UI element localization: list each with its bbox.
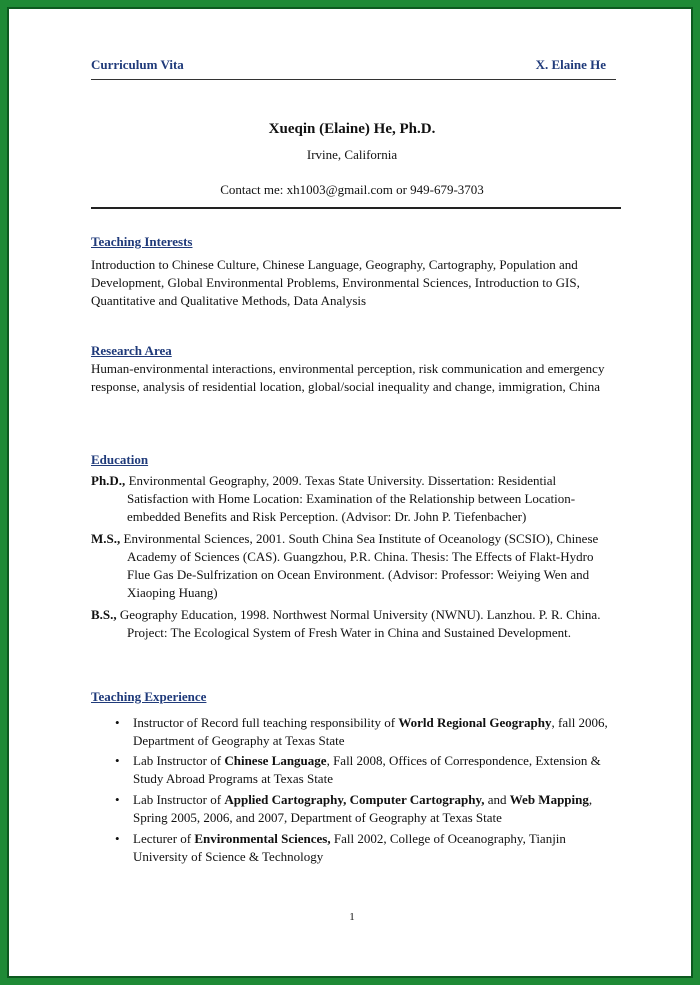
- section-heading-education: Education: [91, 452, 149, 467]
- person-contact: Contact me: xh1003@gmail.com or 949-679-3703: [220, 182, 484, 197]
- experience-text: Instructor of Record full teaching responsibility of: [133, 715, 399, 730]
- experience-text: , fall 2006, Department of Geography at Texas State: [133, 715, 608, 748]
- experience-course: Environmental Sciences,: [194, 831, 331, 846]
- experience-text: Fall 2002, College of Oceanography, Tianjin University of Science & Technology: [133, 831, 566, 864]
- experience-course: Applied Cartography, Computer Cartography,: [224, 792, 485, 807]
- degree-label: M.S.,: [91, 531, 121, 546]
- section-heading-teaching-interests: Teaching Interests: [91, 234, 193, 249]
- cv-page: [9, 9, 695, 980]
- research-area-text: Human-environmental interactions, environmental perception, risk communication and emergency response, analysis of residential location, global/social inequality and change, immigration, China: [91, 361, 605, 394]
- experience-text: and: [484, 792, 510, 807]
- section-heading-teaching-experience: Teaching Experience: [91, 689, 207, 704]
- bullet-icon: •: [115, 792, 120, 807]
- page-number: 1: [349, 911, 355, 923]
- degree-details: Environmental Geography, 2009. Texas State University. Dissertation: Residential Satisfaction with Home Location: Examination of the Relationship between Location-embedded Benefits and Risk Perception. (Advisor: Dr. John P. Tiefenbacher): [127, 473, 576, 524]
- person-location: Irvine, California: [306, 147, 398, 162]
- header-right: X. Elaine He: [535, 57, 606, 72]
- experience-item: [115, 791, 615, 827]
- bullet-icon: •: [115, 753, 120, 768]
- experience-text: Lecturer of: [133, 831, 195, 846]
- experience-text: Lab Instructor of: [133, 792, 225, 807]
- teaching-interests-text: Introduction to Chinese Culture, Chinese Language, Geography, Cartography, Population and Development, Global Environmental Problems, Environmental Sciences, Introduction to GIS, Quantitative and Qualitative Methods, Data Analysis: [91, 257, 580, 308]
- experience-text: , Spring 2005, 2006, and 2007, Department of Geography at Texas State: [133, 792, 593, 825]
- degree-details: Geography Education, 1998. Northwest Normal University (NWNU). Lanzhou. P. R. China. Project: The Ecological System of Fresh Water in China and Sustained Development.: [119, 607, 601, 640]
- experience-text: , Fall 2008, Offices of Correspondence, Extension & Study Abroad Programs at Texas State: [133, 753, 601, 786]
- experience-course: Web Mapping: [509, 792, 589, 807]
- page-frame: [7, 7, 693, 978]
- bullet-icon: •: [115, 715, 120, 730]
- bullet-icon: •: [115, 831, 120, 846]
- education-entry: [91, 606, 601, 642]
- header-left: Curriculum Vita: [91, 57, 184, 72]
- experience-item: [115, 714, 615, 750]
- header-divider: [91, 79, 616, 80]
- running-header: [91, 57, 616, 73]
- experience-course: World Regional Geography: [398, 715, 552, 730]
- title-divider: [91, 207, 621, 209]
- section-heading-research-area: Research Area: [91, 343, 172, 358]
- education-entry: [91, 530, 601, 602]
- degree-label: B.S.,: [91, 607, 117, 622]
- degree-label: Ph.D.,: [91, 473, 126, 488]
- education-entry: [91, 472, 601, 526]
- experience-item: [115, 830, 615, 866]
- degree-details: Environmental Sciences, 2001. South China Sea Institute of Oceanology (SCSIO), Chinese Academy of Sciences (CAS). Guangzhou, P.R. China. Thesis: The Effects of Flakt-Hydro Flue Gas De-Sulfrization on Ocean Environment. (Advisor: Professor: Weiying Wen and Xiaoping Huang): [123, 531, 599, 600]
- experience-course: Chinese Language: [224, 753, 327, 768]
- experience-text: Lab Instructor of: [133, 753, 225, 768]
- person-name: Xueqin (Elaine) He, Ph.D.: [268, 121, 436, 137]
- experience-item: [115, 752, 615, 788]
